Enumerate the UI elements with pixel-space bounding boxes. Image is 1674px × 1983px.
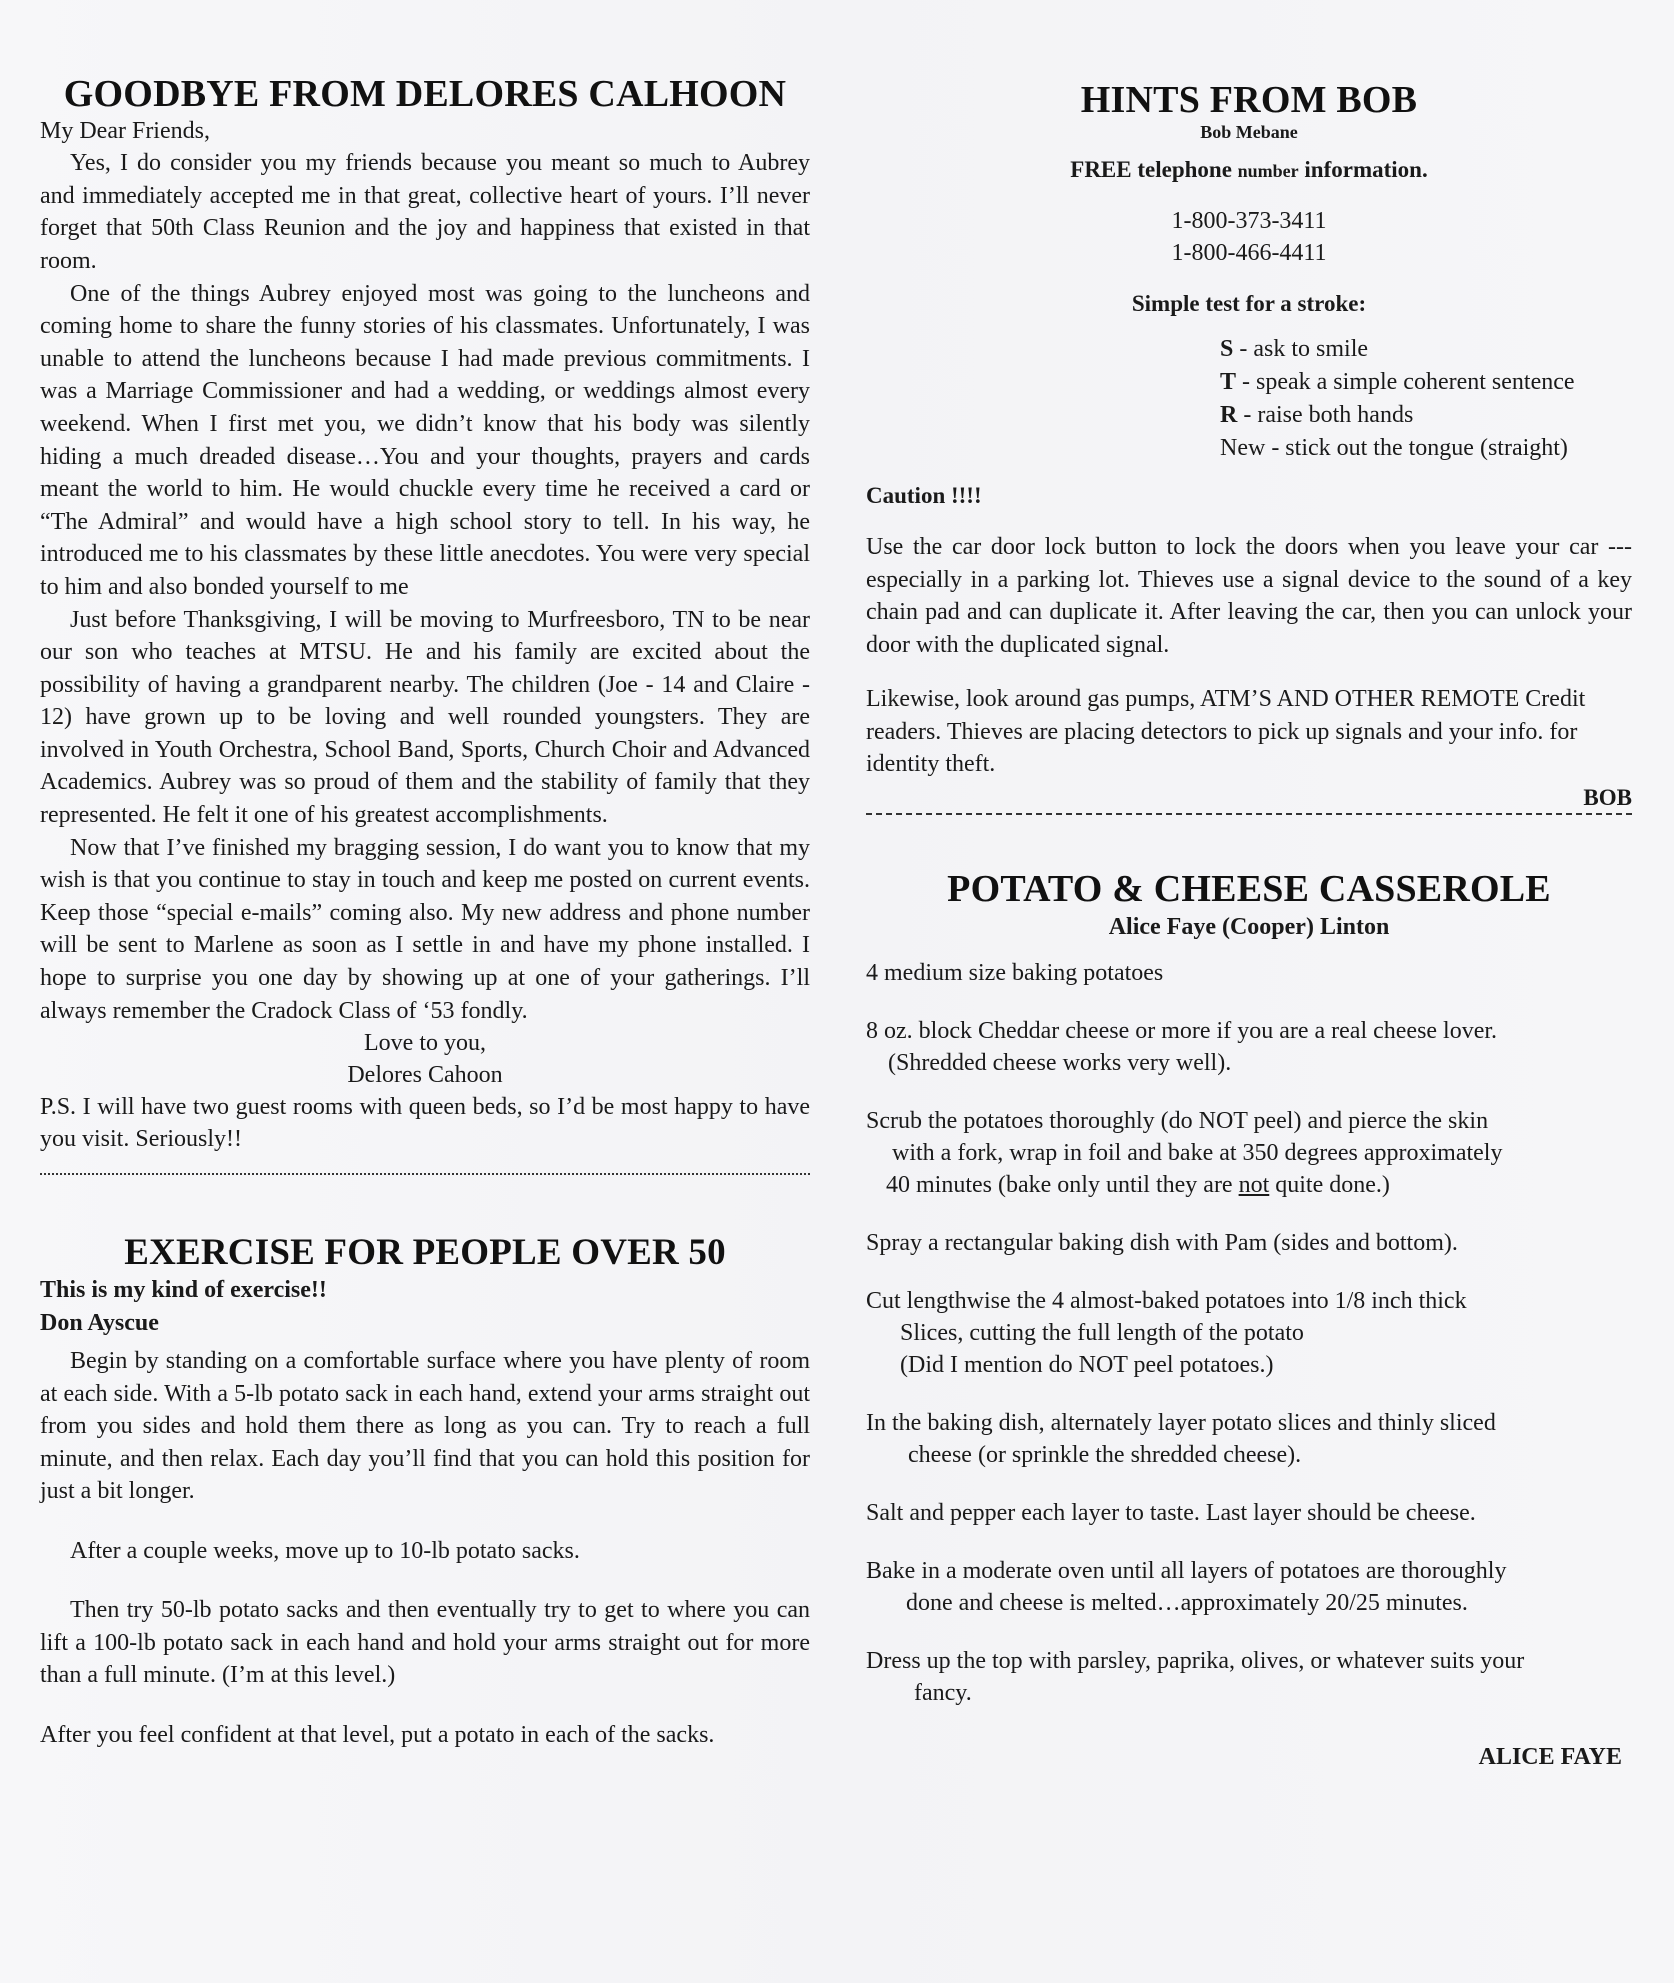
goodbye-title: GOODBYE FROM DELORES CALHOON bbox=[63, 73, 787, 115]
goodbye-article bbox=[40, 73, 810, 1027]
phone-number-1: 1-800-373-3411 bbox=[1171, 208, 1327, 234]
dotted-divider bbox=[40, 1173, 810, 1175]
caution-paragraph-1: Use the car door lock button to lock the doors when you leave your car ---especially in a parking lot. Thieves use a signal device to the sound of a key chain pad and can duplicate it. After leaving the car, then you can unlock your door with the duplicated signal. bbox=[866, 534, 1632, 658]
recipe-article bbox=[866, 867, 1632, 1773]
ingredient-cheese: 8 oz. block Cheddar cheese or more if you are a real cheese lover. (Shredded cheese works very well). bbox=[866, 1017, 1498, 1076]
postscript: P.S. I will have two guest rooms with queen beds, so I’d be most happy to have you visit. Seriously!! bbox=[40, 1094, 810, 1153]
left-column bbox=[40, 0, 810, 1751]
signature: Delores Cahoon bbox=[347, 1062, 503, 1089]
hints-article bbox=[866, 78, 1632, 815]
step-garnish: Dress up the top with parsley, paprika, olives, or whatever suits your fancy. bbox=[866, 1647, 1525, 1706]
stroke-test-heading: Simple test for a stroke: bbox=[1131, 291, 1367, 316]
ingredient-potatoes: 4 medium size baking potatoes bbox=[866, 959, 1164, 986]
dashed-divider bbox=[866, 813, 1632, 815]
exercise-subtitle: This is my kind of exercise!! bbox=[40, 1277, 327, 1304]
stroke-step-r: R - raise both hands bbox=[1220, 402, 1414, 428]
caution-heading: Caution !!!! bbox=[866, 483, 982, 508]
step-spray-dish: Spray a rectangular baking dish with Pam (sides and bottom). bbox=[866, 1229, 1458, 1256]
hints-author: Bob Mebane bbox=[1200, 122, 1298, 142]
step-layer: In the baking dish, alternately layer potato slices and thinly sliced cheese (or sprinkle the shredded cheese). bbox=[866, 1409, 1496, 1468]
step-bake-casserole: Bake in a moderate oven until all layers of potatoes are thoroughly done and cheese is melted…approximately 20/25 minutes. bbox=[866, 1557, 1507, 1616]
salutation: My Dear Friends, bbox=[40, 117, 210, 144]
goodbye-paragraph-3: Just before Thanksgiving, I will be moving to Murfreesboro, TN to be near our son who teaches at MTSU. He and his family are excited about the possibility of having a grandparent nearby. The children (Joe - 14 and Claire - 12) have grown up to be loving and well rounded youngsters. They are involved in Youth Orchestra, School Band, Sports, Church Choir and Advanced Academics. Aubrey was so proud of them and the stability of family that they represented. He felt it one of his greatest accomplishments. bbox=[40, 606, 810, 829]
goodbye-paragraph-2: One of the things Aubrey enjoyed most was going to the luncheons and coming home to share the funny stories of his classmates. Unfortunately, I was unable to attend the luncheons because I had made previous commitments. I was a Marriage Commissioner and had a wedding, or weddings almost every weekend. When I first met you, we didn’t know that his body was silently hiding a much dreaded disease…You and your thoughts, prayers and cards meant the world to him. He would chuckle every time he received a card or “The Admiral” and would have a high school story to tell. In his way, he introduced me to his classmates by these little anecdotes. You were very special to him and also bonded yourself to me bbox=[40, 280, 810, 600]
right-column bbox=[866, 0, 1632, 1773]
phone-number-2: 1-800-466-4411 bbox=[1171, 240, 1327, 266]
step-season: Salt and pepper each layer to taste. Last layer should be cheese. bbox=[866, 1499, 1476, 1526]
stroke-test-list bbox=[866, 333, 1632, 465]
exercise-title: EXERCISE FOR PEOPLE OVER 50 bbox=[124, 1232, 726, 1274]
free-telephone-heading: FREE telephone number information. bbox=[1070, 157, 1428, 182]
goodbye-paragraph-1: Yes, I do consider you my friends because you meant so much to Aubrey and immediately accepted me in that great, collective heart of yours. I’ll never forget that 50th Class Reunion and the joy and happiness that existed in that room. bbox=[40, 150, 810, 274]
stroke-step-t: T - speak a simple coherent sentence bbox=[1220, 369, 1575, 395]
exercise-paragraph-2: After a couple weeks, move up to 10-lb potato sacks. bbox=[70, 1537, 580, 1564]
phone-numbers bbox=[866, 205, 1632, 269]
stroke-step-new: New - stick out the tongue (straight) bbox=[1220, 435, 1568, 461]
step-bake-potatoes: Scrub the potatoes thoroughly (do NOT peel) and pierce the skin with a fork, wrap in foil and bake at 350 degrees approximately 40 minutes (bake only until they are not quite done.) bbox=[866, 1107, 1503, 1198]
exercise-author: Don Ayscue bbox=[40, 1309, 159, 1336]
exercise-paragraph-4: After you feel confident at that level, put a potato in each of the sacks. bbox=[40, 1721, 715, 1748]
recipe-signature: ALICE FAYE bbox=[1478, 1743, 1622, 1770]
step-slice-potatoes: Cut lengthwise the 4 almost-baked potatoes into 1/8 inch thick Slices, cutting the full length of the potato (Did I mention do NOT peel potatoes.) bbox=[866, 1287, 1467, 1378]
exercise-paragraph-1: Begin by standing on a comfortable surface where you have plenty of room at each side. With a 5-lb potato sack in each hand, extend your arms straight out from you sides and hold them there as long as you can. Try to reach a full minute, and then relax. Each day you’ll find that you can hold this position for just a bit longer. bbox=[40, 1348, 810, 1505]
exercise-paragraph-3: Then try 50-lb potato sacks and then eventually try to get to where you can lift a 100-lb potato sack in each hand and hold your arms straight out for more than a full minute. (I’m at this level.) bbox=[40, 1597, 810, 1689]
stroke-step-s: S - ask to smile bbox=[1220, 336, 1369, 362]
caution-paragraph-2: Likewise, look around gas pumps, ATM’S AND OTHER REMOTE Credit readers. Thieves are placing detectors to pick up signals and your info. for identity theft. bbox=[866, 686, 1586, 777]
recipe-title: POTATO & CHEESE CASSEROLE bbox=[947, 867, 1551, 910]
hints-signature: BOB bbox=[1583, 784, 1632, 810]
recipe-author: Alice Faye (Cooper) Linton bbox=[1108, 913, 1390, 940]
hints-title: HINTS FROM BOB bbox=[1080, 79, 1418, 121]
exercise-article bbox=[40, 1231, 810, 1751]
closing: Love to you, bbox=[364, 1030, 486, 1057]
goodbye-paragraph-4: Now that I’ve finished my bragging session, I do want you to know that my wish is that you continue to stay in touch and keep me posted on current events. Keep those “special e-mails” coming also. My new address and phone number will be sent to Marlene as soon as I settle in and have my phone installed. I hope to surprise you one day by showing up at one of your gatherings. I’ll always remember the Cradock Class of ‘53 fondly. bbox=[40, 834, 810, 1024]
